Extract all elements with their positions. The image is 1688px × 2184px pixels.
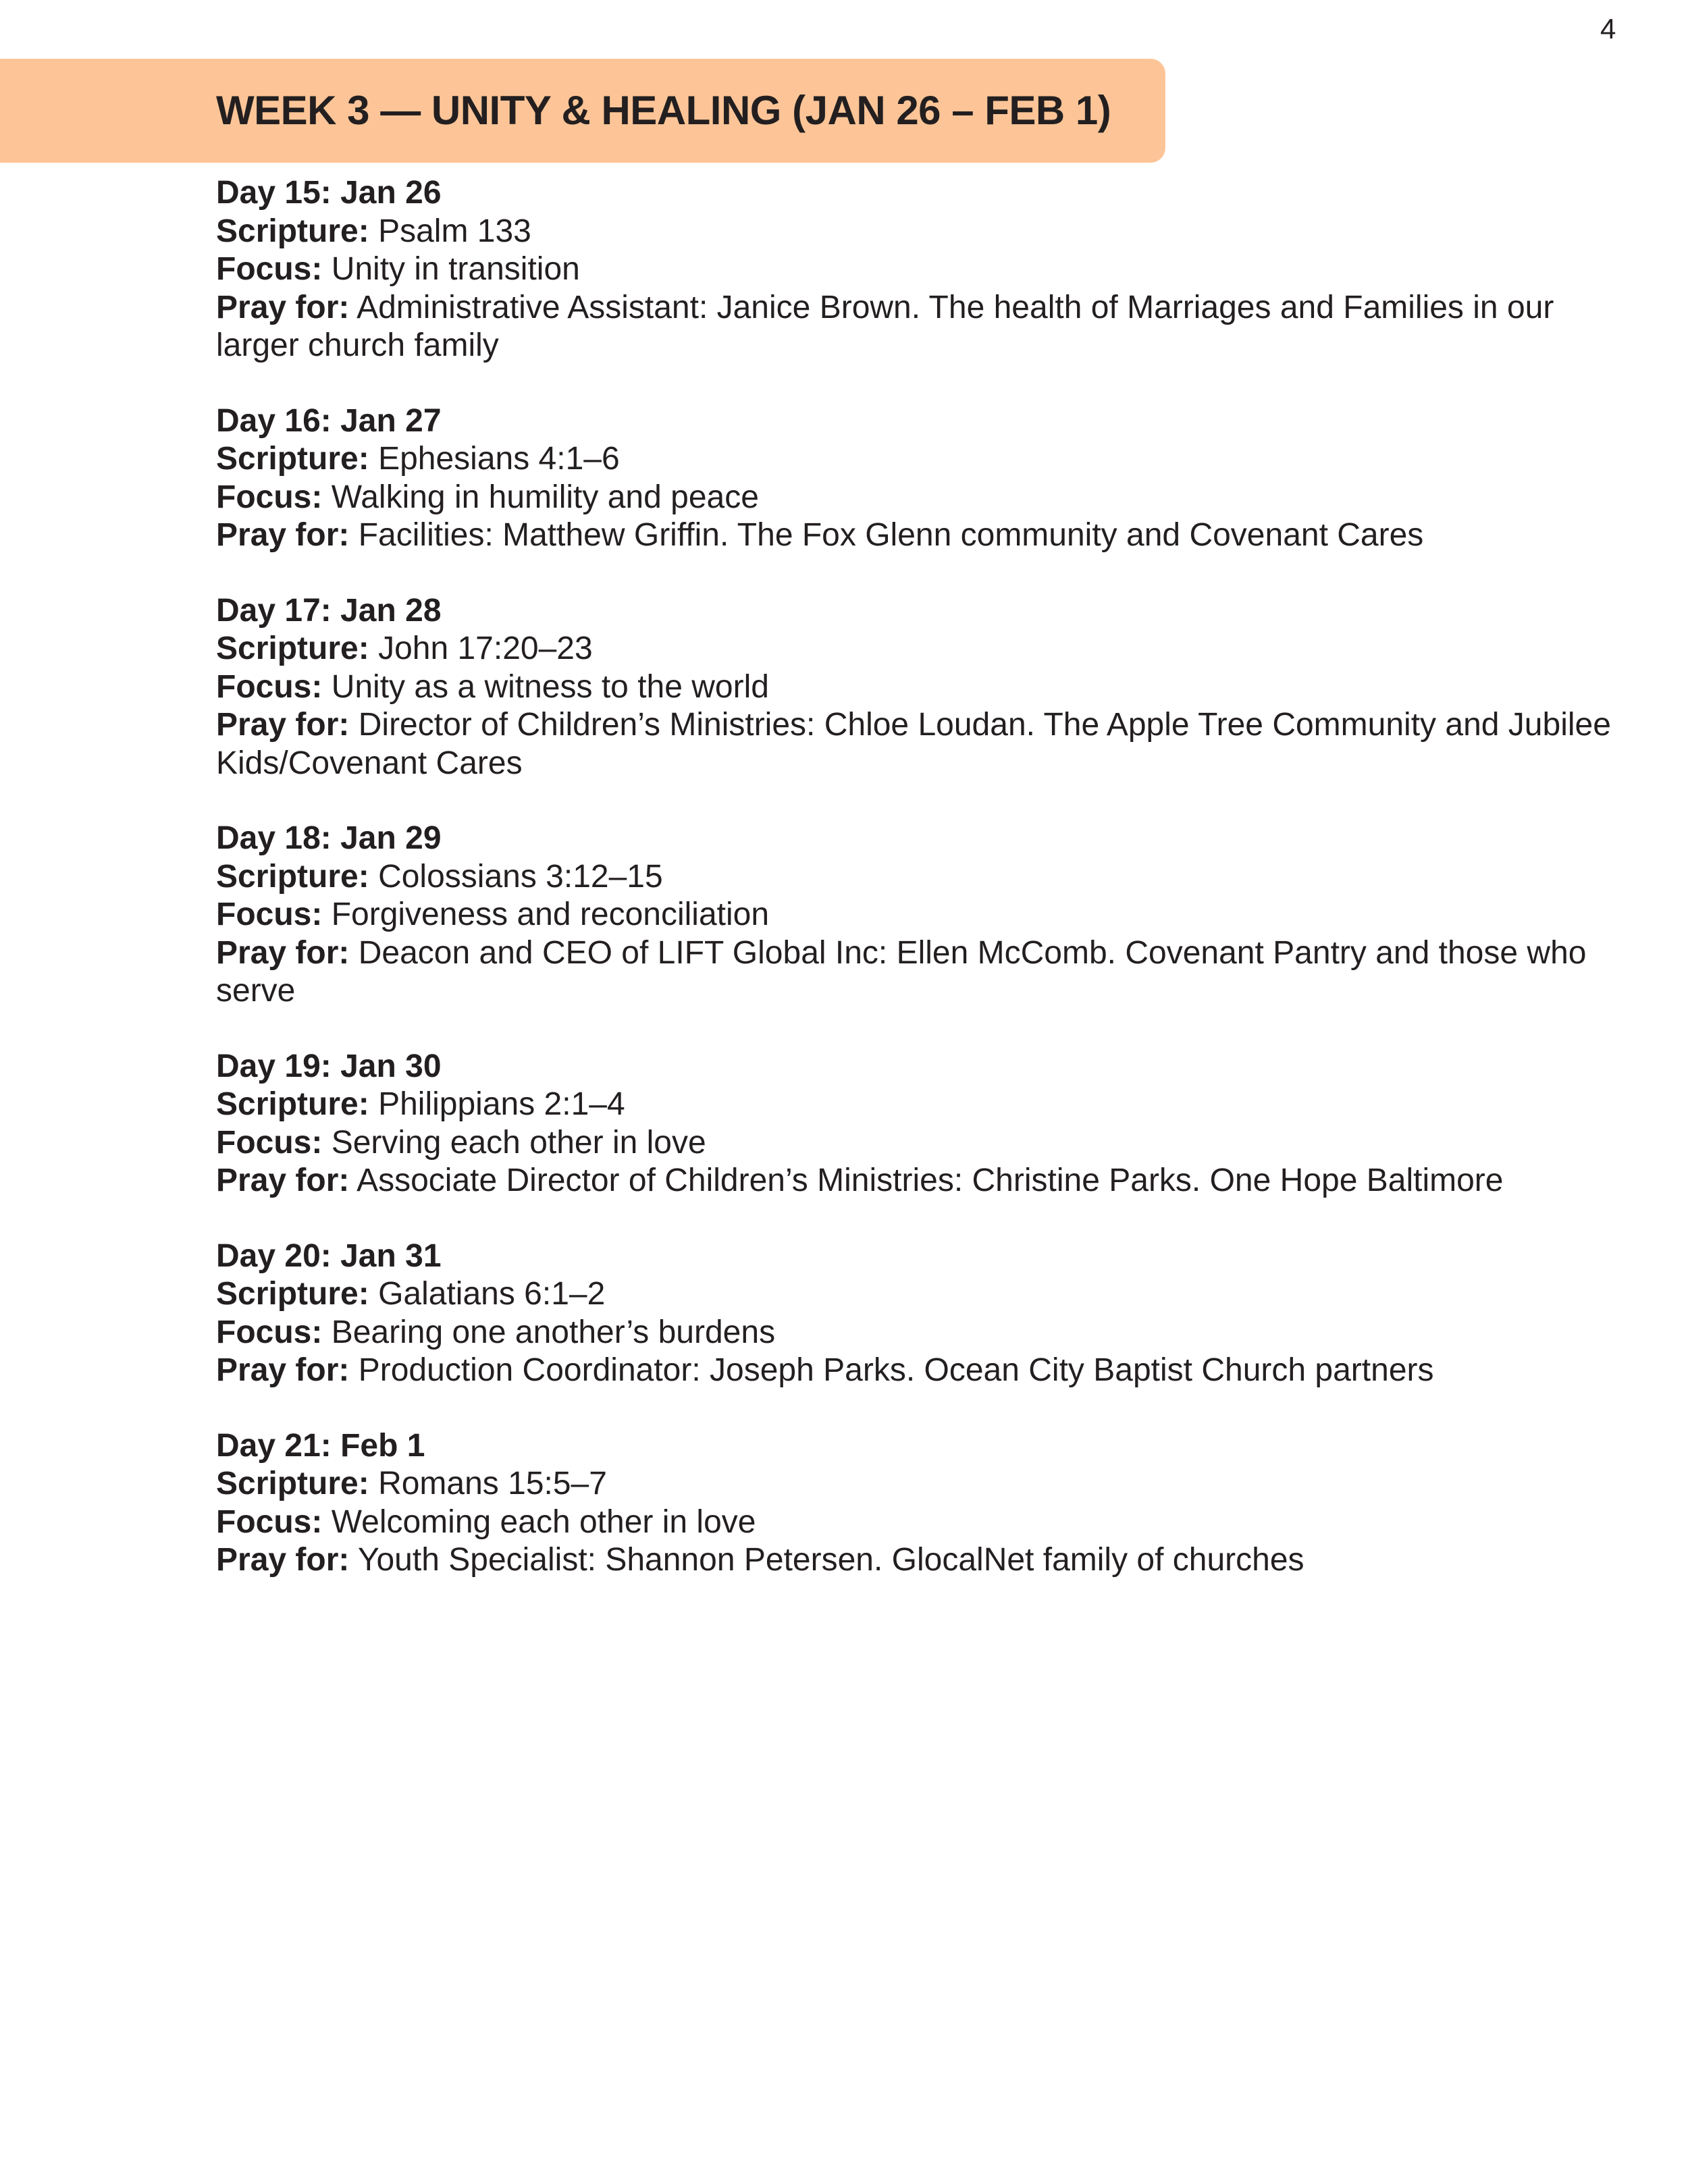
scripture-label: Scripture:: [216, 213, 369, 249]
scripture-value: Ephesians 4:1–6: [378, 441, 620, 477]
day-heading: Day 16: Jan 27: [216, 402, 442, 439]
pray-for-value: Associate Director of Children’s Ministries: Christine Parks. One Hope Baltimore: [357, 1163, 1504, 1198]
scripture-value: Romans 15:5–7: [378, 1466, 607, 1501]
pray-for-label: Pray for:: [216, 517, 350, 553]
focus-line: [216, 250, 1620, 289]
focus-value: Serving each other in love: [331, 1124, 706, 1161]
focus-value: Unity as a witness to the world: [331, 668, 769, 705]
focus-line: [216, 479, 1620, 517]
scripture-label: Scripture:: [216, 1466, 369, 1501]
scripture-line: [216, 858, 1620, 897]
day-heading: Day 20: Jan 31: [216, 1237, 442, 1274]
pray-for-line: [216, 1541, 1620, 1580]
scripture-line: [216, 1465, 1620, 1503]
focus-label: Focus:: [216, 479, 323, 515]
scripture-line: [216, 630, 1620, 668]
pray-for-value: Administrative Assistant: Janice Brown. The health of Marriages and Families in our larger church family: [216, 289, 1554, 363]
pray-for-value: Production Coordinator: Joseph Parks. Ocean City Baptist Church partners: [358, 1352, 1434, 1388]
focus-value: Welcoming each other in love: [331, 1503, 756, 1540]
pray-for-line: [216, 706, 1620, 782]
pray-for-label: Pray for:: [216, 934, 350, 971]
pray-for-value: Deacon and CEO of LIFT Global Inc: Ellen McComb. Covenant Pantry and those who serve: [216, 934, 1587, 1009]
day-entry: [216, 592, 1620, 783]
day-heading: Day 18: Jan 29: [216, 820, 442, 856]
scripture-value: Galatians 6:1–2: [378, 1276, 606, 1312]
day-entry: [216, 820, 1620, 1011]
scripture-value: Philippians 2:1–4: [378, 1086, 625, 1122]
focus-value: Unity in transition: [331, 251, 580, 287]
pray-for-line: [216, 516, 1620, 555]
scripture-label: Scripture:: [216, 631, 369, 666]
focus-line: [216, 1503, 1620, 1542]
scripture-value: Psalm 133: [378, 213, 531, 249]
focus-line: [216, 1124, 1620, 1163]
week-banner: [0, 59, 1165, 163]
pray-for-label: Pray for:: [216, 707, 350, 743]
focus-label: Focus:: [216, 1314, 323, 1350]
day-heading: Day 17: Jan 28: [216, 592, 442, 629]
pray-for-line: [216, 934, 1620, 1011]
focus-value: Bearing one another’s burdens: [331, 1314, 776, 1350]
focus-value: Forgiveness and reconciliation: [331, 897, 770, 932]
day-heading: Day 15: Jan 26: [216, 175, 442, 211]
focus-line: [216, 896, 1620, 934]
pray-for-value: Youth Specialist: Shannon Petersen. GlocalNet family of churches: [357, 1542, 1304, 1578]
day-heading: Day 21: Feb 1: [216, 1427, 425, 1464]
focus-value: Walking in humility and peace: [331, 479, 759, 515]
focus-line: [216, 1314, 1620, 1352]
scripture-line: [216, 1275, 1620, 1314]
scripture-line: [216, 440, 1620, 479]
focus-label: Focus:: [216, 668, 323, 705]
scripture-value: Colossians 3:12–15: [378, 858, 663, 895]
day-entry: [216, 1048, 1620, 1200]
scripture-label: Scripture:: [216, 441, 369, 477]
pray-for-line: [216, 289, 1620, 365]
focus-line: [216, 668, 1620, 707]
pray-for-label: Pray for:: [216, 1163, 350, 1198]
scripture-label: Scripture:: [216, 858, 369, 895]
day-entry: [216, 1427, 1620, 1580]
page-number: 4: [1600, 13, 1616, 45]
pray-for-label: Pray for:: [216, 1352, 350, 1388]
week-title: WEEK 3 — UNITY & HEALING (JAN 26 – FEB 1): [216, 88, 1111, 133]
pray-for-label: Pray for:: [216, 1542, 350, 1578]
scripture-line: [216, 1086, 1620, 1124]
day-entry: [216, 402, 1620, 555]
day-list: [216, 174, 1620, 1617]
focus-label: Focus:: [216, 1503, 323, 1540]
scripture-label: Scripture:: [216, 1276, 369, 1312]
focus-label: Focus:: [216, 251, 323, 287]
pray-for-value: Facilities: Matthew Griffin. The Fox Glenn community and Covenant Cares: [358, 517, 1424, 553]
focus-label: Focus:: [216, 897, 323, 932]
day-heading: Day 19: Jan 30: [216, 1048, 442, 1084]
day-entry: [216, 174, 1620, 365]
scripture-value: John 17:20–23: [378, 631, 593, 666]
scripture-label: Scripture:: [216, 1086, 369, 1122]
pray-for-line: [216, 1162, 1620, 1200]
pray-for-label: Pray for:: [216, 289, 350, 325]
focus-label: Focus:: [216, 1124, 323, 1161]
pray-for-value: Director of Children’s Ministries: Chloe Loudan. The Apple Tree Community and Jubilee Kids/Covenant Cares: [216, 707, 1611, 781]
day-entry: [216, 1237, 1620, 1390]
pray-for-line: [216, 1352, 1620, 1390]
scripture-line: [216, 213, 1620, 251]
